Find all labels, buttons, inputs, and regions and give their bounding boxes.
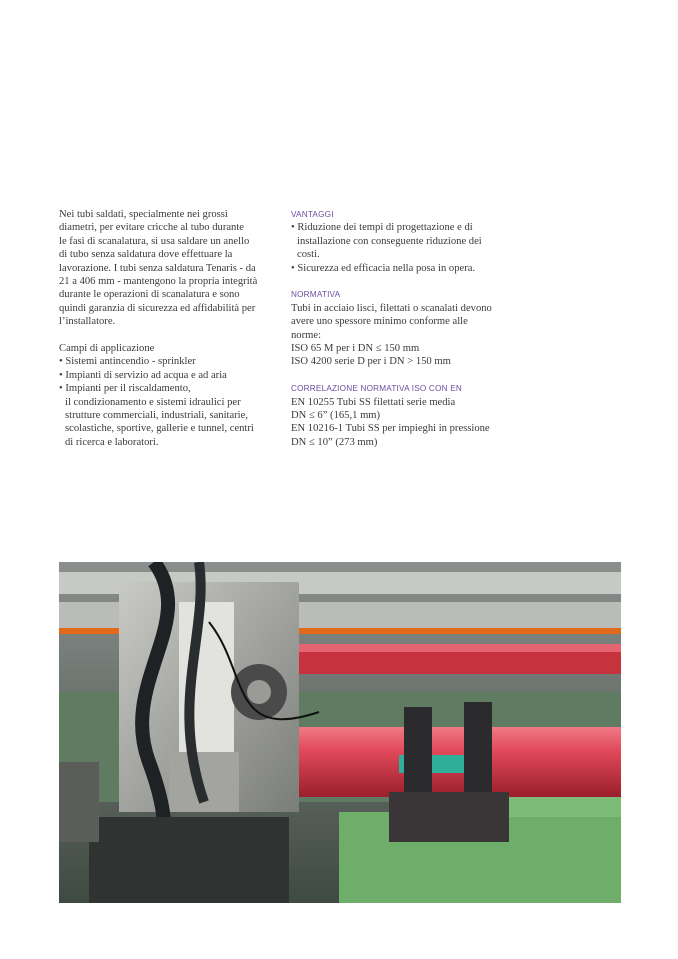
correlazione-heading: CORRELAZIONE NORMATIVA ISO CON EN (291, 384, 462, 394)
vantaggi-item-continued: costi. (297, 249, 320, 261)
normativa-line: ISO 4200 serie D per i DN > 150 mm (291, 356, 451, 368)
application-item-continued: scolastiche, sportive, gallerie e tunnel, centri (65, 423, 254, 435)
normativa-line: ISO 65 M per i DN ≤ 150 mm (291, 343, 420, 355)
correlazione-line: DN ≤ 10” (273 mm) (291, 436, 378, 448)
normativa-line: avere uno spessore minimo conforme alle (291, 316, 468, 328)
application-item: • Impianti di servizio ad acqua e ad aria (59, 369, 227, 381)
intro-line: Nei tubi saldati, specialmente nei grossi (59, 209, 228, 220)
normativa-paragraph (291, 302, 516, 369)
intro-line: durante le operazioni di scanalatura e sono (59, 289, 240, 301)
application-item-continued: strutture commerciali, industriali, sanitarie, (65, 410, 248, 422)
normativa-heading: NORMATIVA (291, 290, 341, 300)
application-item: • Impianti per il riscaldamento, (59, 383, 191, 395)
intro-line: l’installatore. (59, 316, 116, 328)
machine-base (89, 817, 289, 903)
normativa-line: Tubi in acciaio lisci, filettati o scanalati devono (291, 302, 492, 314)
spacer (291, 275, 516, 288)
intro-line: quindi garanzia di sicurezza ed affidabilità per (59, 302, 256, 314)
grooving-machine-photo (59, 562, 621, 903)
spacer (59, 329, 274, 342)
application-item-continued: di ricerca e laboratori. (65, 436, 159, 448)
applications-list (59, 342, 274, 449)
intro-line: 21 a 406 mm - mantengono la propria integrità (59, 276, 258, 288)
vantaggi-item: • Sicurezza ed efficacia nella posa in opera. (291, 262, 476, 274)
vantaggi-item: • Riduzione dei tempi di progettazione e di (291, 222, 473, 234)
normativa-line: norme: (291, 329, 322, 341)
right-text-column (291, 208, 516, 449)
intro-line: diametri, per evitare cricche al tubo durante (59, 222, 245, 234)
correlazione-paragraph (291, 396, 516, 450)
intro-paragraph (59, 208, 274, 329)
intro-line: le fasi di scanalatura, si usa saldare un anello (59, 235, 250, 247)
correlazione-line: EN 10255 Tubi SS filettati serie media (291, 396, 456, 408)
spacer (291, 369, 516, 382)
vantaggi-item-continued: installazione con conseguente riduzione dei (297, 235, 482, 247)
correlazione-line: DN ≤ 6” (165,1 mm) (291, 410, 381, 422)
intro-line: lavorazione. I tubi senza saldatura Tenaris - da (59, 262, 256, 274)
intro-line: di tubo senza saldatura dove effettuare la (59, 249, 233, 261)
photo-illustration (59, 562, 621, 903)
applications-title: Campi di applicazione (59, 343, 155, 355)
vantaggi-list (291, 221, 516, 275)
correlazione-line: EN 10216-1 Tubi SS per impieghi in pressione (291, 423, 490, 435)
vantaggi-heading: VANTAGGI (291, 210, 334, 219)
application-item: • Sistemi antincendio - sprinkler (59, 356, 196, 368)
left-text-column (59, 208, 274, 449)
application-item-continued: il condizionamento e sistemi idraulici per (65, 396, 241, 408)
